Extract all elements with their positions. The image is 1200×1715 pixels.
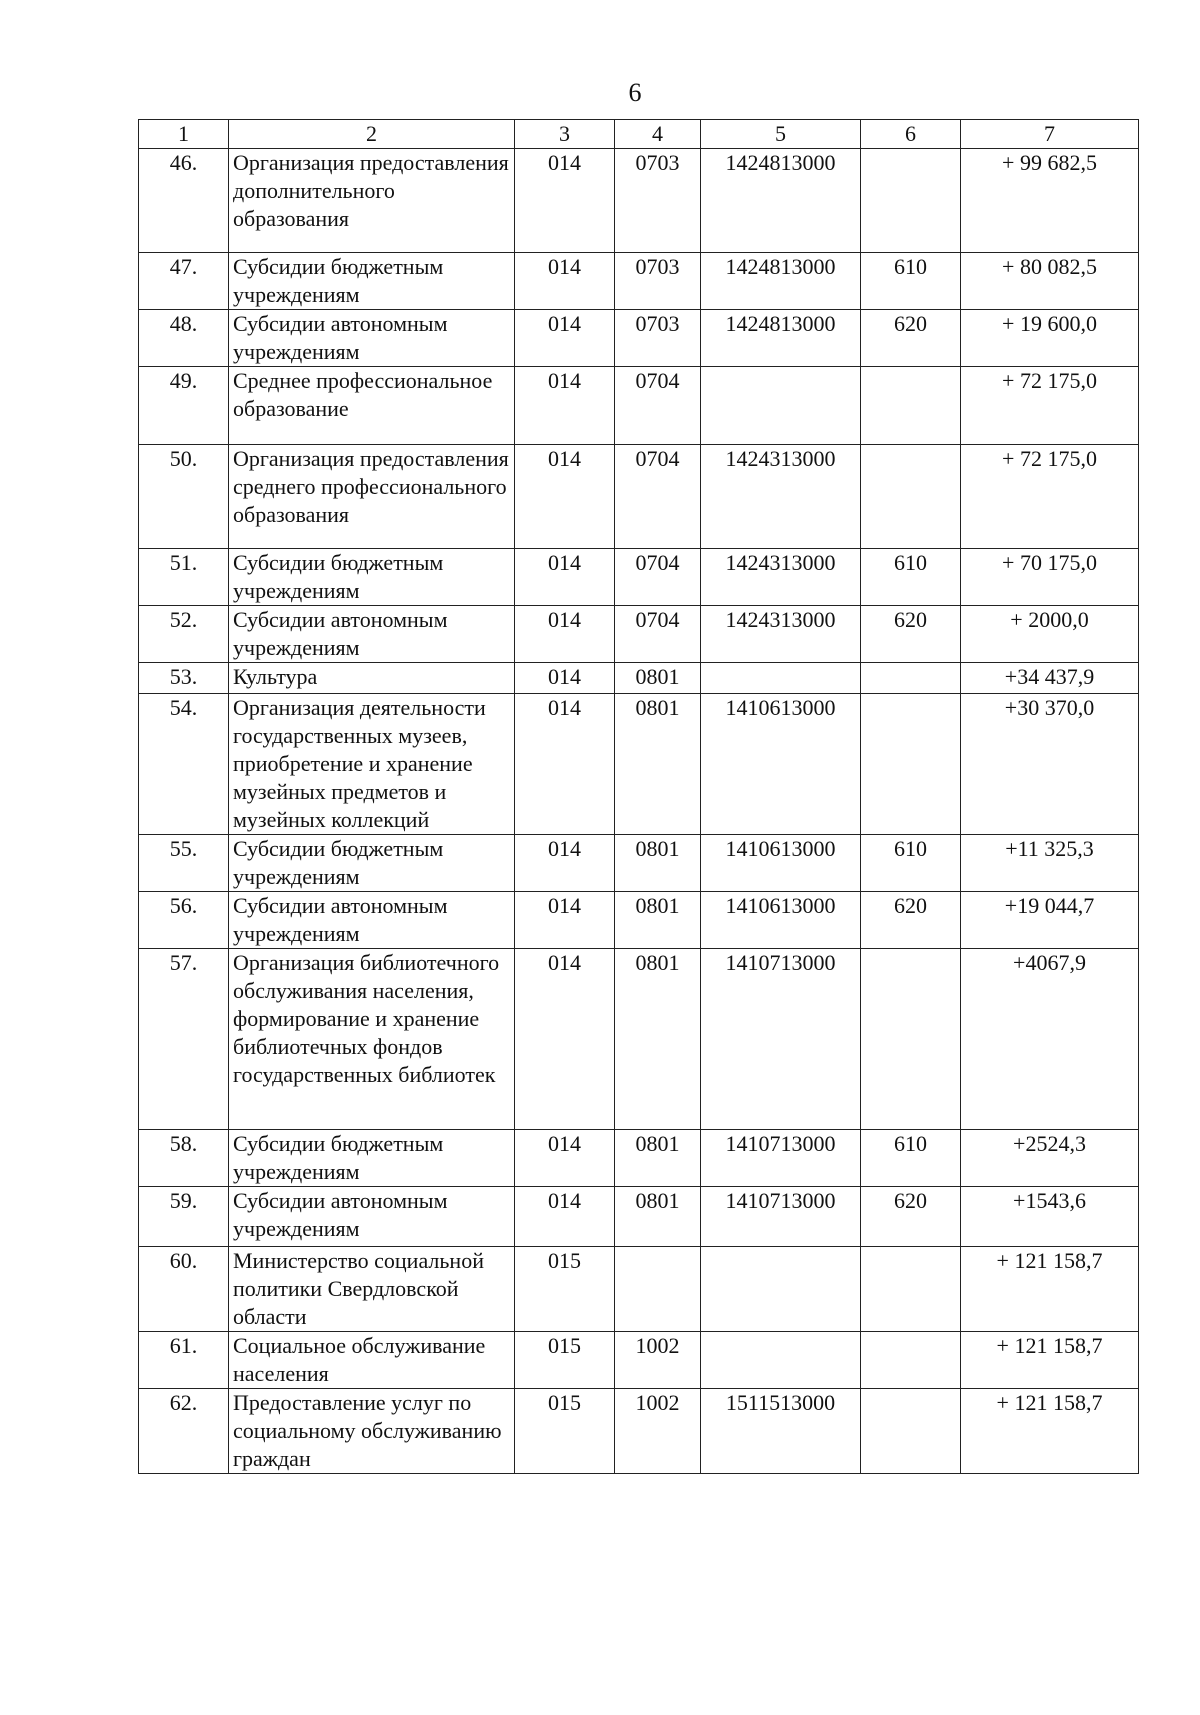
item-name-cell: Субсидии бюджетным учреждениям [229,549,515,606]
row-number-cell: 55. [139,835,229,892]
table-row [139,1187,1139,1247]
section-code-cell: 1002 [615,1389,701,1474]
row-number-cell: 46. [139,149,229,253]
expense-type-cell [861,445,961,549]
target-article-cell: 1424813000 [701,149,861,253]
table-row [139,1389,1139,1474]
section-code-cell: 0801 [615,892,701,949]
row-number-cell: 57. [139,949,229,1130]
row-number-cell: 58. [139,1130,229,1187]
row-number-cell: 60. [139,1247,229,1332]
item-name-cell: Организация предоставления дополнительного образования [229,149,515,253]
ministry-code-cell: 014 [515,253,615,310]
row-number-cell: 48. [139,310,229,367]
expense-type-cell: 610 [861,835,961,892]
budget-table [138,119,1139,1474]
target-article-cell: 1424313000 [701,445,861,549]
row-number-cell: 49. [139,367,229,445]
table-row [139,149,1139,253]
target-article-cell: 1410713000 [701,1187,861,1247]
amount-cell: + 121 158,7 [961,1389,1139,1474]
table-row [139,606,1139,663]
target-article-cell: 1410613000 [701,835,861,892]
item-name-cell: Субсидии автономным учреждениям [229,606,515,663]
expense-type-cell [861,1389,961,1474]
item-name-cell: Министерство социальной политики Свердловской области [229,1247,515,1332]
target-article-cell [701,1247,861,1332]
table-row [139,310,1139,367]
amount-cell: + 72 175,0 [961,445,1139,549]
column-header: 3 [515,120,615,149]
table-row [139,1247,1139,1332]
row-number-cell: 50. [139,445,229,549]
target-article-cell: 1410713000 [701,949,861,1130]
target-article-cell: 1410613000 [701,694,861,835]
column-header: 6 [861,120,961,149]
ministry-code-cell: 015 [515,1247,615,1332]
column-header: 4 [615,120,701,149]
section-code-cell: 0703 [615,253,701,310]
target-article-cell: 1410713000 [701,1130,861,1187]
table-row [139,253,1139,310]
section-code-cell: 0801 [615,1187,701,1247]
target-article-cell [701,663,861,694]
section-code-cell: 0801 [615,949,701,1130]
row-number-cell: 52. [139,606,229,663]
expense-type-cell [861,367,961,445]
expense-type-cell: 620 [861,310,961,367]
ministry-code-cell: 014 [515,606,615,663]
table-row [139,367,1139,445]
target-article-cell: 1511513000 [701,1389,861,1474]
target-article-cell [701,1332,861,1389]
expense-type-cell: 620 [861,1187,961,1247]
ministry-code-cell: 014 [515,949,615,1130]
item-name-cell: Организация библиотечного обслуживания населения, формирование и хранение библиотечных фондов государственных библиотек [229,949,515,1130]
section-code-cell: 0704 [615,549,701,606]
expense-type-cell: 610 [861,549,961,606]
section-code-cell: 0801 [615,663,701,694]
section-code-cell: 0703 [615,310,701,367]
expense-type-cell [861,1332,961,1389]
item-name-cell: Культура [229,663,515,694]
table-row [139,1332,1139,1389]
amount-cell: + 2000,0 [961,606,1139,663]
ministry-code-cell: 014 [515,445,615,549]
row-number-cell: 62. [139,1389,229,1474]
amount-cell: +19 044,7 [961,892,1139,949]
table-row [139,445,1139,549]
item-name-cell: Социальное обслуживание населения [229,1332,515,1389]
amount-cell: +2524,3 [961,1130,1139,1187]
section-code-cell: 0704 [615,445,701,549]
amount-cell: + 80 082,5 [961,253,1139,310]
ministry-code-cell: 014 [515,835,615,892]
item-name-cell: Субсидии автономным учреждениям [229,310,515,367]
item-name-cell: Организация предоставления среднего профессионального образования [229,445,515,549]
section-code-cell: 0801 [615,1130,701,1187]
target-article-cell: 1410613000 [701,892,861,949]
ministry-code-cell: 014 [515,1187,615,1247]
table-row [139,949,1139,1130]
row-number-cell: 59. [139,1187,229,1247]
target-article-cell: 1424313000 [701,606,861,663]
item-name-cell: Предоставление услуг по социальному обслуживанию граждан [229,1389,515,1474]
target-article-cell [701,367,861,445]
row-number-cell: 56. [139,892,229,949]
section-code-cell [615,1247,701,1332]
target-article-cell: 1424313000 [701,549,861,606]
expense-type-cell: 620 [861,606,961,663]
table-row [139,663,1139,694]
expense-type-cell: 620 [861,892,961,949]
item-name-cell: Субсидии бюджетным учреждениям [229,253,515,310]
section-code-cell: 0801 [615,694,701,835]
page-number: 6 [628,78,642,107]
item-name-cell: Субсидии бюджетным учреждениям [229,1130,515,1187]
amount-cell: +1543,6 [961,1187,1139,1247]
column-header: 5 [701,120,861,149]
ministry-code-cell: 014 [515,367,615,445]
table-row [139,549,1139,606]
column-header: 7 [961,120,1139,149]
table-body [139,149,1139,1474]
ministry-code-cell: 015 [515,1389,615,1474]
ministry-code-cell: 014 [515,310,615,367]
expense-type-cell [861,1247,961,1332]
amount-cell: +30 370,0 [961,694,1139,835]
ministry-code-cell: 014 [515,549,615,606]
item-name-cell: Среднее профессиональное образование [229,367,515,445]
table-row [139,694,1139,835]
amount-cell: + 70 175,0 [961,549,1139,606]
row-number-cell: 53. [139,663,229,694]
row-number-cell: 54. [139,694,229,835]
expense-type-cell: 610 [861,1130,961,1187]
row-number-cell: 47. [139,253,229,310]
amount-cell: +34 437,9 [961,663,1139,694]
expense-type-cell [861,949,961,1130]
target-article-cell: 1424813000 [701,253,861,310]
amount-cell: + 99 682,5 [961,149,1139,253]
section-code-cell: 0703 [615,149,701,253]
amount-cell: +11 325,3 [961,835,1139,892]
amount-cell: + 72 175,0 [961,367,1139,445]
section-code-cell: 0704 [615,367,701,445]
expense-type-cell: 610 [861,253,961,310]
expense-type-cell [861,149,961,253]
section-code-cell: 0801 [615,835,701,892]
item-name-cell: Организация деятельности государственных музеев, приобретение и хранение музейных предметов и музейных коллекций [229,694,515,835]
item-name-cell: Субсидии бюджетным учреждениям [229,835,515,892]
ministry-code-cell: 014 [515,663,615,694]
item-name-cell: Субсидии автономным учреждениям [229,892,515,949]
expense-type-cell [861,663,961,694]
row-number-cell: 61. [139,1332,229,1389]
table-header-row [139,120,1139,149]
section-code-cell: 1002 [615,1332,701,1389]
amount-cell: + 121 158,7 [961,1247,1139,1332]
expense-type-cell [861,694,961,835]
amount-cell: + 19 600,0 [961,310,1139,367]
column-header: 2 [229,120,515,149]
table-row [139,835,1139,892]
ministry-code-cell: 014 [515,1130,615,1187]
target-article-cell: 1424813000 [701,310,861,367]
ministry-code-cell: 015 [515,1332,615,1389]
ministry-code-cell: 014 [515,892,615,949]
amount-cell: + 121 158,7 [961,1332,1139,1389]
column-header: 1 [139,120,229,149]
table-row [139,892,1139,949]
section-code-cell: 0704 [615,606,701,663]
row-number-cell: 51. [139,549,229,606]
amount-cell: +4067,9 [961,949,1139,1130]
ministry-code-cell: 014 [515,694,615,835]
ministry-code-cell: 014 [515,149,615,253]
table-row [139,1130,1139,1187]
item-name-cell: Субсидии автономным учреждениям [229,1187,515,1247]
